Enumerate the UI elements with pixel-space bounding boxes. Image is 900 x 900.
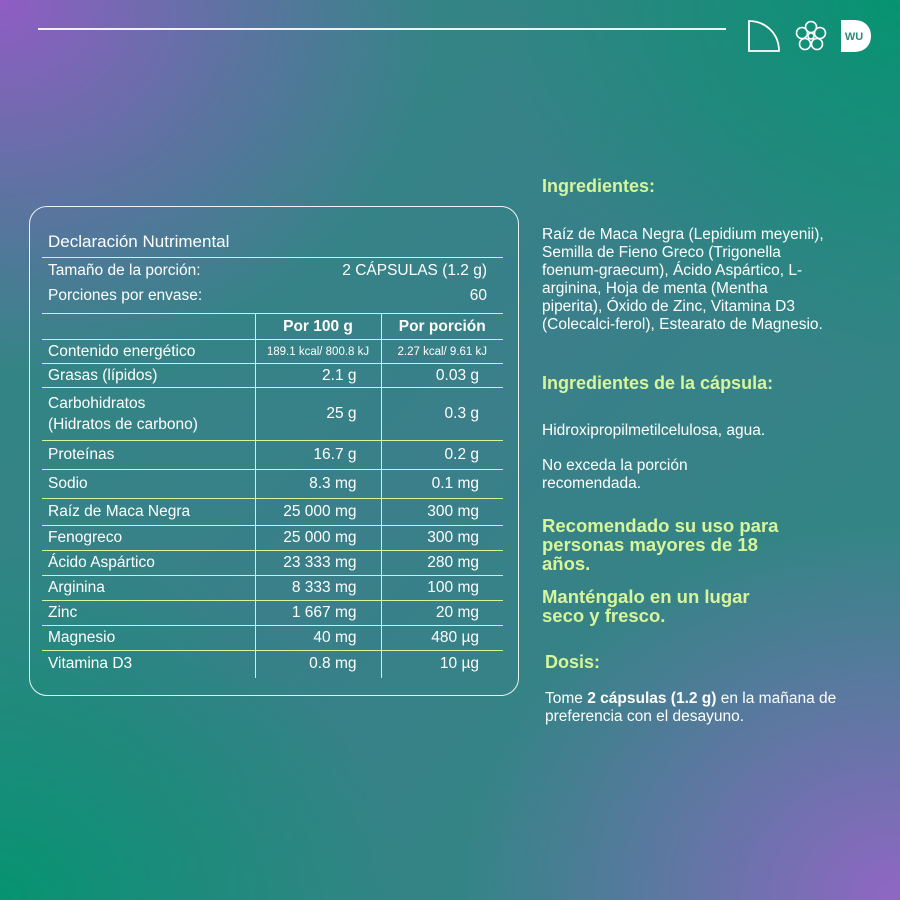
age-recommendation: Recomendado su uso para personas mayores de 18 años. — [542, 515, 779, 574]
serving-size-row — [48, 262, 487, 280]
row-per100: 8 333 mg — [255, 576, 381, 601]
table-header-row — [42, 314, 503, 340]
table-row — [42, 388, 503, 441]
table-row — [42, 364, 503, 388]
capsule-ingredients-title: Ingredientes de la cápsula: — [542, 373, 774, 393]
serving-size-label: Tamaño de la porción: — [48, 262, 201, 279]
row-label: Magnesio — [42, 626, 255, 651]
row-perserving: 100 mg — [381, 576, 503, 601]
row-per100: 8.3 mg — [255, 470, 381, 499]
serving-info — [42, 257, 503, 314]
dosage-warning: No exceda la porción recomendada. — [542, 457, 688, 492]
servings-label: Porciones por envase: — [48, 287, 203, 304]
row-perserving: 0.1 mg — [381, 470, 503, 499]
row-label: Ácido Aspártico — [42, 551, 255, 576]
servings-value: 60 — [469, 287, 487, 304]
dose-prefix: Tome — [545, 690, 588, 707]
dose-title: Dosis: — [545, 652, 601, 672]
row-per100: 2.1 g — [255, 364, 381, 388]
table-row — [42, 626, 503, 651]
row-perserving: 10 µg — [381, 651, 503, 678]
nutrition-title: Declaración Nutrimental — [48, 232, 230, 251]
row-perserving: 0.3 g — [381, 388, 503, 441]
row-per100: 25 g — [255, 388, 381, 441]
row-label: Raíz de Maca Negra — [42, 499, 255, 526]
table-row — [42, 470, 503, 499]
row-perserving: 0.2 g — [381, 441, 503, 470]
table-row — [42, 551, 503, 576]
row-perserving: 20 mg — [381, 601, 503, 626]
table-row — [42, 601, 503, 626]
row-label: Contenido energético — [42, 340, 255, 364]
servings-row — [48, 287, 487, 305]
row-label: Grasas (lípidos) — [42, 364, 255, 388]
logo-text: WU — [844, 31, 864, 43]
row-perserving: 280 mg — [381, 551, 503, 576]
row-perserving: 480 µg — [381, 626, 503, 651]
table-row — [42, 441, 503, 470]
row-perserving: 2.27 kcal/ 9.61 kJ — [381, 340, 503, 364]
col-perserving-header: Por porción — [381, 314, 503, 340]
row-label: Carbohidratos (Hidratos de carbono) — [42, 388, 255, 441]
row-per100: 16.7 g — [255, 441, 381, 470]
row-label: Zinc — [42, 601, 255, 626]
ingredients-title: Ingredientes: — [542, 176, 656, 196]
row-per100: 189.1 kcal/ 800.8 kJ — [255, 340, 381, 364]
table-row — [42, 526, 503, 551]
row-per100: 0.8 mg — [255, 651, 381, 678]
capsule-ingredients-text: Hidroxipropilmetilcelulosa, agua. — [542, 422, 766, 439]
serving-size-value: 2 CÁPSULAS (1.2 g) — [342, 262, 487, 279]
row-per100: 40 mg — [255, 626, 381, 651]
header-icons — [746, 18, 872, 54]
dose-text — [545, 690, 880, 726]
row-label: Arginina — [42, 576, 255, 601]
flower-icon — [794, 19, 828, 53]
row-per100: 1 667 mg — [255, 601, 381, 626]
table-row — [42, 651, 503, 678]
col-per100-header: Por 100 g — [255, 314, 381, 340]
row-label: Vitamina D3 — [42, 651, 255, 678]
row-per100: 25 000 mg — [255, 526, 381, 551]
row-label: Sodio — [42, 470, 255, 499]
storage-instructions: Manténgalo en un lugar seco y fresco. — [542, 586, 750, 626]
row-perserving: 0.03 g — [381, 364, 503, 388]
header-divider — [38, 28, 726, 30]
ingredients-text: Raíz de Maca Negra (Lepidium meyenii), Semilla de Fieno Greco (Trigonella foenum-graecum), Ácido Aspártico, L-arginina, Hoja de menta (Mentha piperita), Óxido de Zinc, Vitamina D3 (Colecalci-ferol), Estearato de Magnesio. — [542, 226, 824, 333]
dose-suffix: en la mañana de preferencia con el desayuno. — [545, 690, 837, 725]
row-per100: 23 333 mg — [255, 551, 381, 576]
row-label: Proteínas — [42, 441, 255, 470]
table-row — [42, 340, 503, 364]
row-per100: 25 000 mg — [255, 499, 381, 526]
header-blank — [42, 314, 255, 340]
nutrition-table — [42, 313, 503, 678]
row-label: Fenogreco — [42, 526, 255, 551]
table-row — [42, 499, 503, 526]
row-perserving: 300 mg — [381, 499, 503, 526]
dose-amount: 2 cápsulas (1.2 g) — [587, 690, 717, 707]
wu-logo-icon — [840, 18, 872, 54]
quarter-circle-icon — [746, 18, 782, 54]
table-row — [42, 576, 503, 601]
row-perserving: 300 mg — [381, 526, 503, 551]
